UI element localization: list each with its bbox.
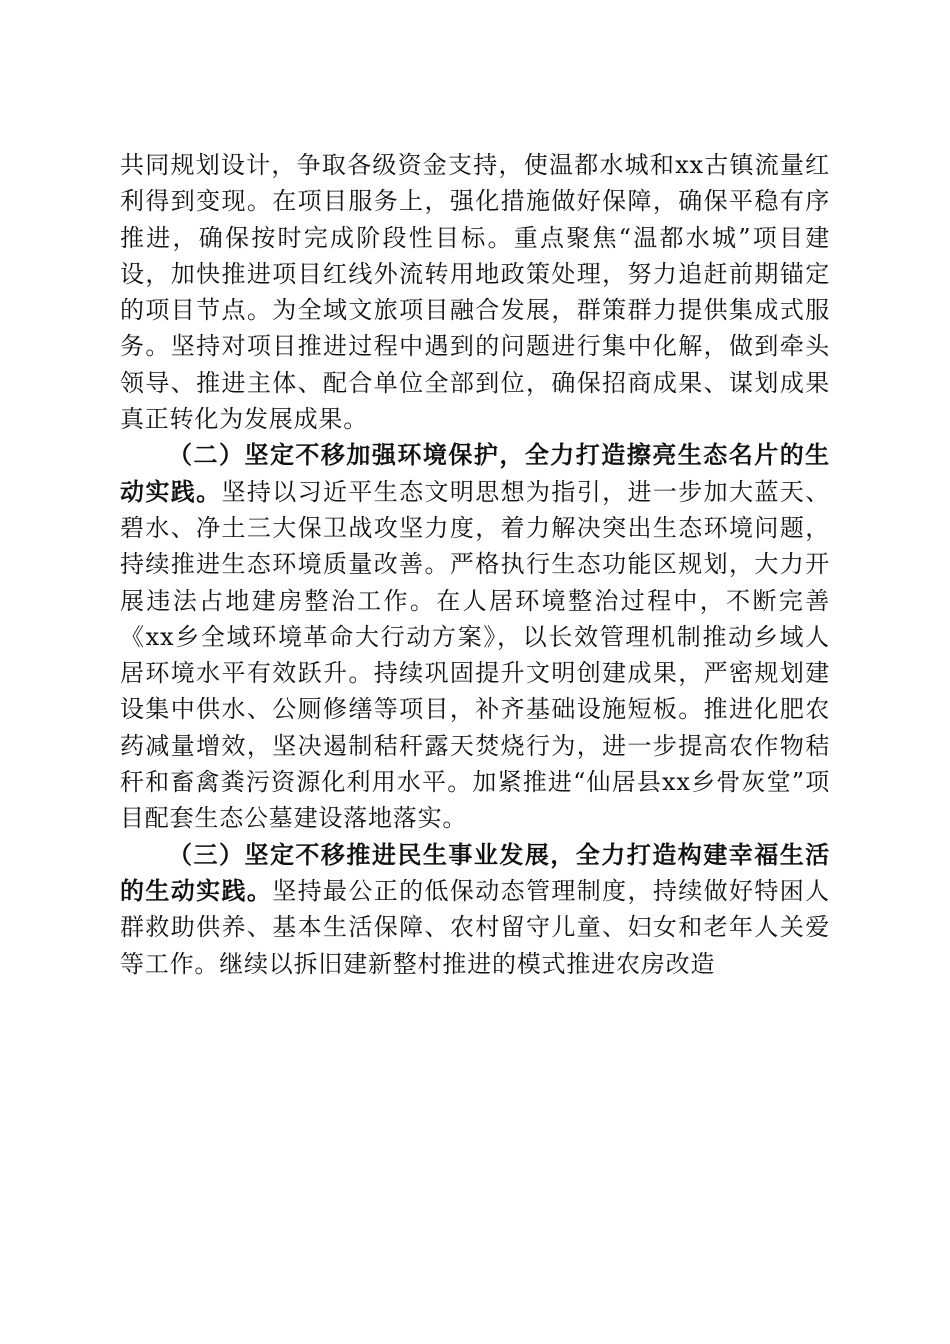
document-body bbox=[120, 147, 830, 982]
section-heading: （二）坚定不移加强环境保护，全力打造擦亮生态名片的生动实践。 bbox=[120, 440, 830, 506]
paragraph-section-2 bbox=[120, 437, 830, 836]
section-heading: （三）坚定不移推进民生事业发展，全力打造构建幸福生活的生动实践。 bbox=[120, 839, 830, 905]
paragraph-body: 坚持最公正的低保动态管理制度，持续做好特困人群救助供养、基本生活保障、农村留守儿童、妇女和老年人关爱等工作。继续以拆旧建新整村推进的模式推进农房改造 bbox=[120, 876, 830, 978]
paragraph-body: 坚持以习近平生态文明思想为指引，进一步加大蓝天、碧水、净土三大保卫战攻坚力度，着力解决突出生态环境问题，持续推进生态环境质量改善。严格执行生态功能区规划，大力开展违法占地建房整治工作。在人居环境整治过程中，不断完善《xx乡全域环境革命大行动方案》，以长效管理机制推动乡域人居环境水平有效跃升。持续巩固提升文明创建成果，严密规划建设集中供水、公厕修缮等项目，补齐基础设施短板。推进化肥农药减量增效，坚决遏制秸秆露天焚烧行为，进一步提高农作物秸秆和畜禽粪污资源化利用水平。加紧推进“仙居县xx乡骨灰堂”项目配套生态公墓建设落地落实。 bbox=[120, 477, 830, 833]
paragraph-body: 共同规划设计，争取各级资金支持，使温都水城和xx古镇流量红利得到变现。在项目服务上，强化措施做好保障，确保平稳有序推进，确保按时完成阶段性目标。重点聚焦“温都水城”项目建设，加快推进项目红线外流转用地政策处理，努力追赶前期锚定的项目节点。为全域文旅项目融合发展，群策群力提供集成式服务。坚持对项目推进过程中遇到的问题进行集中化解，做到牵头领导、推进主体、配合单位全部到位，确保招商成果、谋划成果真正转化为发展成果。 bbox=[120, 151, 830, 434]
paragraph-section-3 bbox=[120, 837, 830, 982]
paragraph-continuation bbox=[120, 147, 830, 437]
